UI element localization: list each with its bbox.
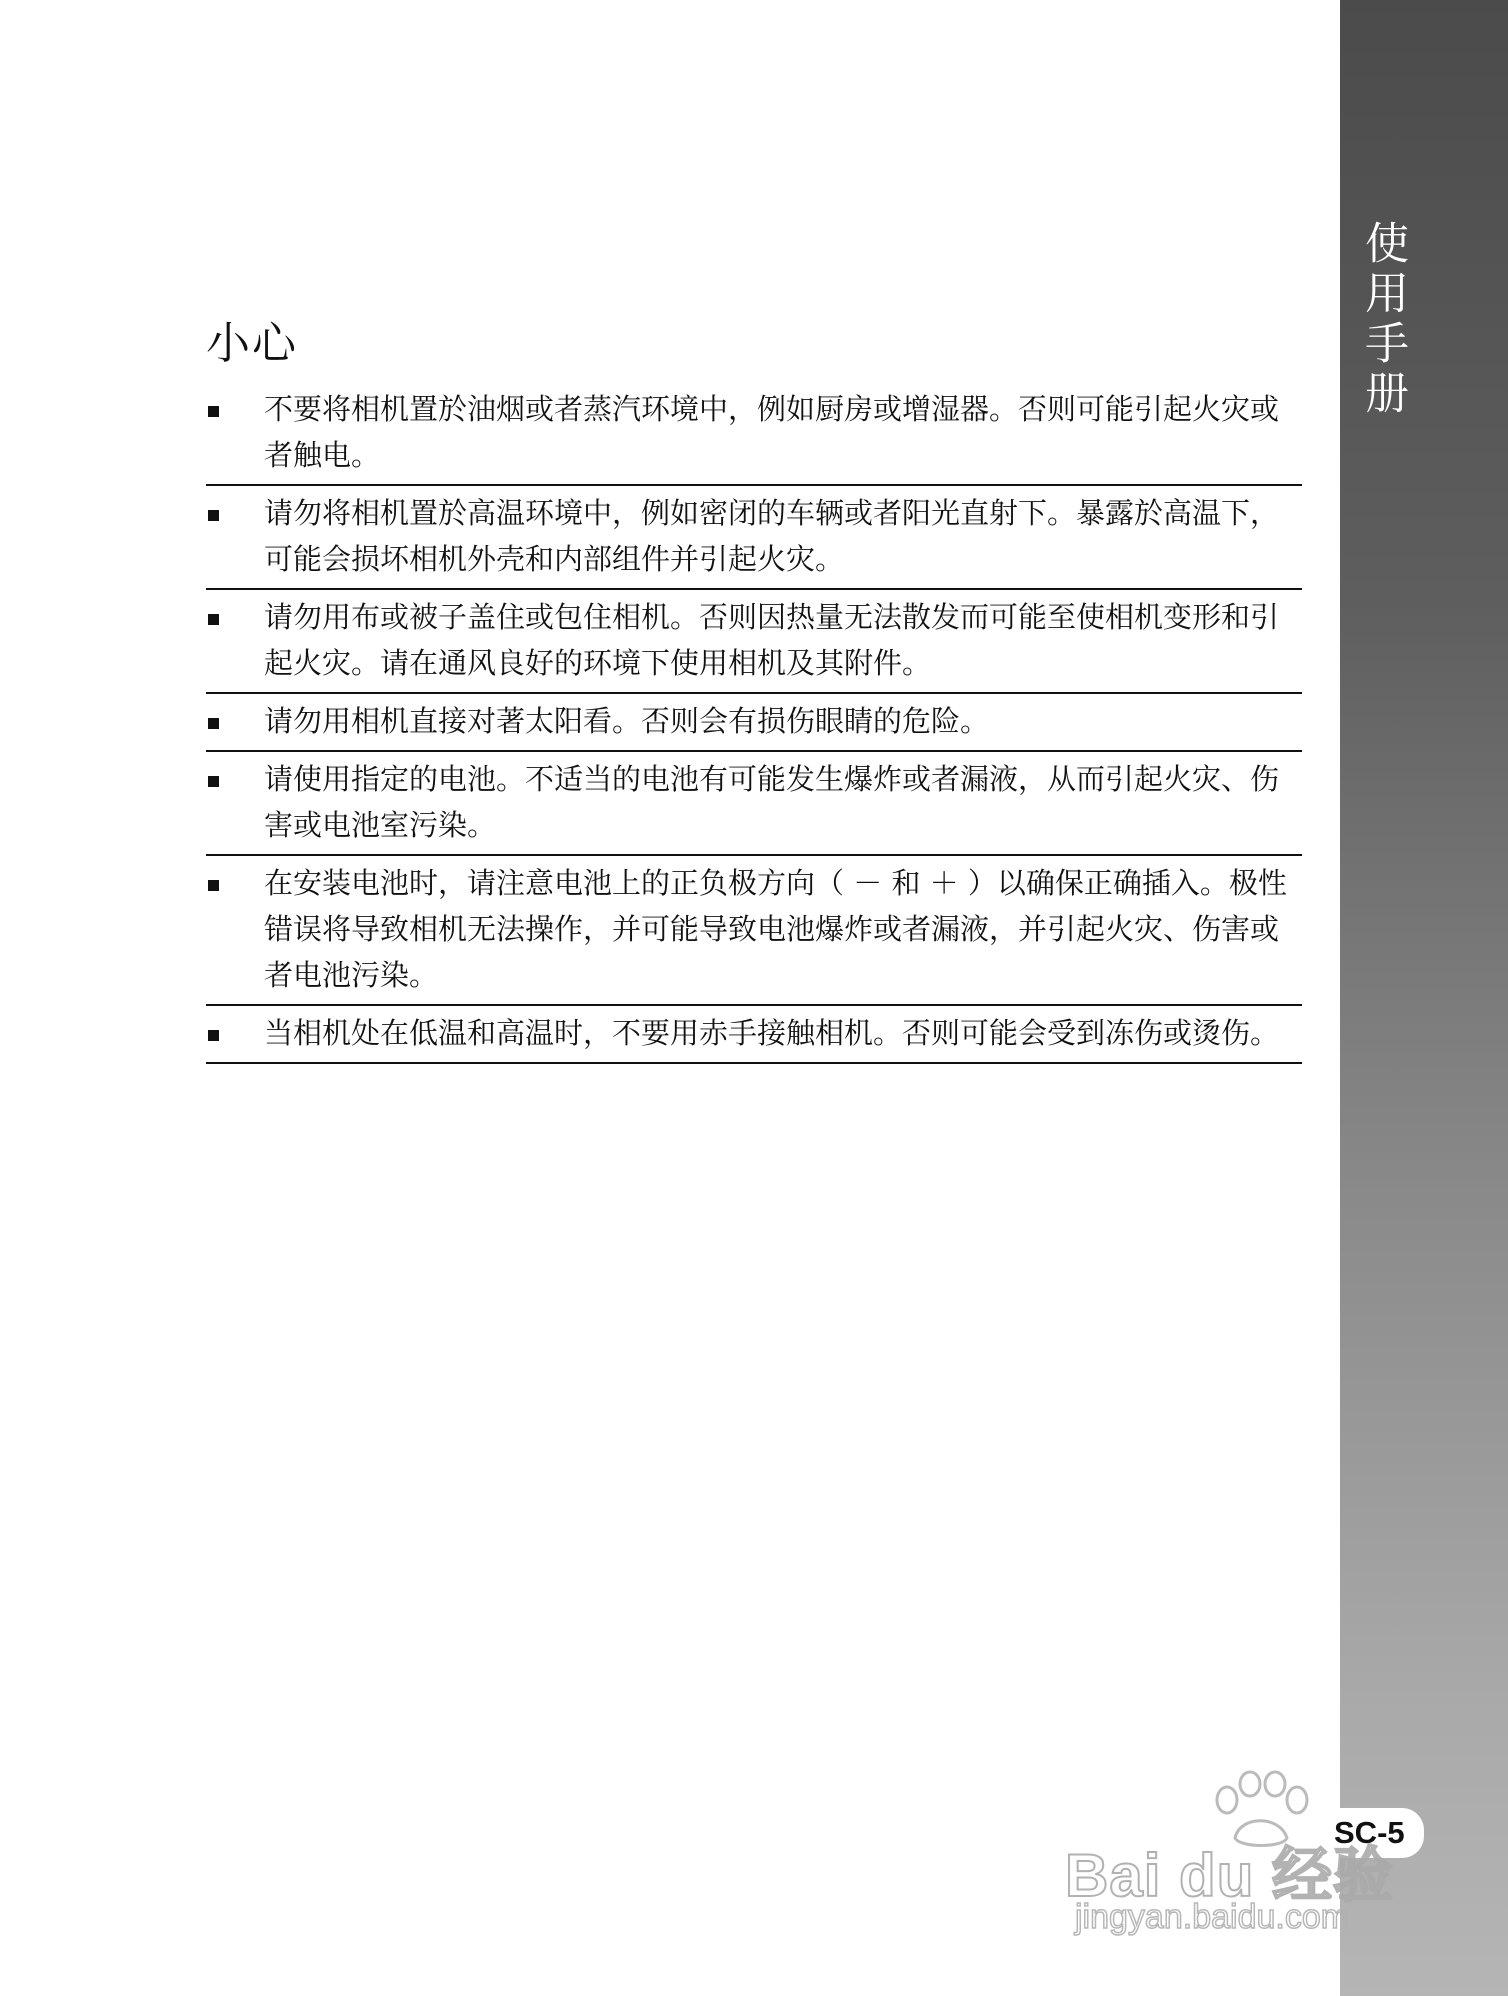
square-bullet-icon xyxy=(208,510,219,521)
caution-text: 当相机处在低温和高温时，不要用赤手接触相机。否则可能会受到冻伤或烫伤。 xyxy=(264,1016,1280,1050)
square-bullet-icon xyxy=(208,1030,219,1041)
caution-text: 请勿用相机直接对著太阳看。否则会有损伤眼睛的危险。 xyxy=(264,704,990,738)
caution-text: 请勿用布或被子盖住或包住相机。否则因热量无法散发而可能至使相机变形和引起火灾。请在通风良好的环境下使用相机及其附件。 xyxy=(264,600,1280,680)
caution-section xyxy=(206,316,1302,1064)
caution-text: 不要将相机置於油烟或者蒸汽环境中，例如厨房或增湿器。否则可能引起火灾或者触电。 xyxy=(264,392,1280,472)
square-bullet-icon xyxy=(208,406,219,417)
caution-item xyxy=(206,1006,1302,1064)
caution-item xyxy=(206,590,1302,694)
square-bullet-icon xyxy=(208,880,219,891)
caution-item xyxy=(206,486,1302,590)
watermark-logo: Bai du 经验 xyxy=(1065,1842,1395,1909)
caution-text: 在安装电池时，请注意电池上的正负极方向（ － 和 ＋ ）以确保正确插入。极性错误将导致相机无法操作，并可能导致电池爆炸或者漏液，并引起火灾、伤害或者电池污染。 xyxy=(264,866,1287,992)
square-bullet-icon xyxy=(208,718,219,729)
caution-item xyxy=(206,856,1302,1006)
page-number: SC-5 xyxy=(1324,1808,1424,1858)
section-heading: 小心 xyxy=(206,318,298,369)
watermark-url: jingyan.baidu.com xyxy=(1075,1898,1350,1936)
side-tab-title: 使用手册 >> xyxy=(1297,220,1408,420)
caution-item xyxy=(206,694,1302,752)
caution-text: 请使用指定的电池。不适当的电池有可能发生爆炸或者漏液，从而引起火灾、伤害或电池室污染。 xyxy=(264,762,1280,842)
baidu-watermark xyxy=(1065,1770,1425,1940)
caution-list xyxy=(206,382,1302,1064)
square-bullet-icon xyxy=(208,776,219,787)
caution-item xyxy=(206,382,1302,486)
caution-text: 请勿将相机置於高温环境中，例如密闭的车辆或者阳光直射下。暴露於高温下，可能会损坏相机外壳和内部组件并引起火灾。 xyxy=(264,496,1280,576)
caution-item xyxy=(206,752,1302,856)
square-bullet-icon xyxy=(208,614,219,625)
